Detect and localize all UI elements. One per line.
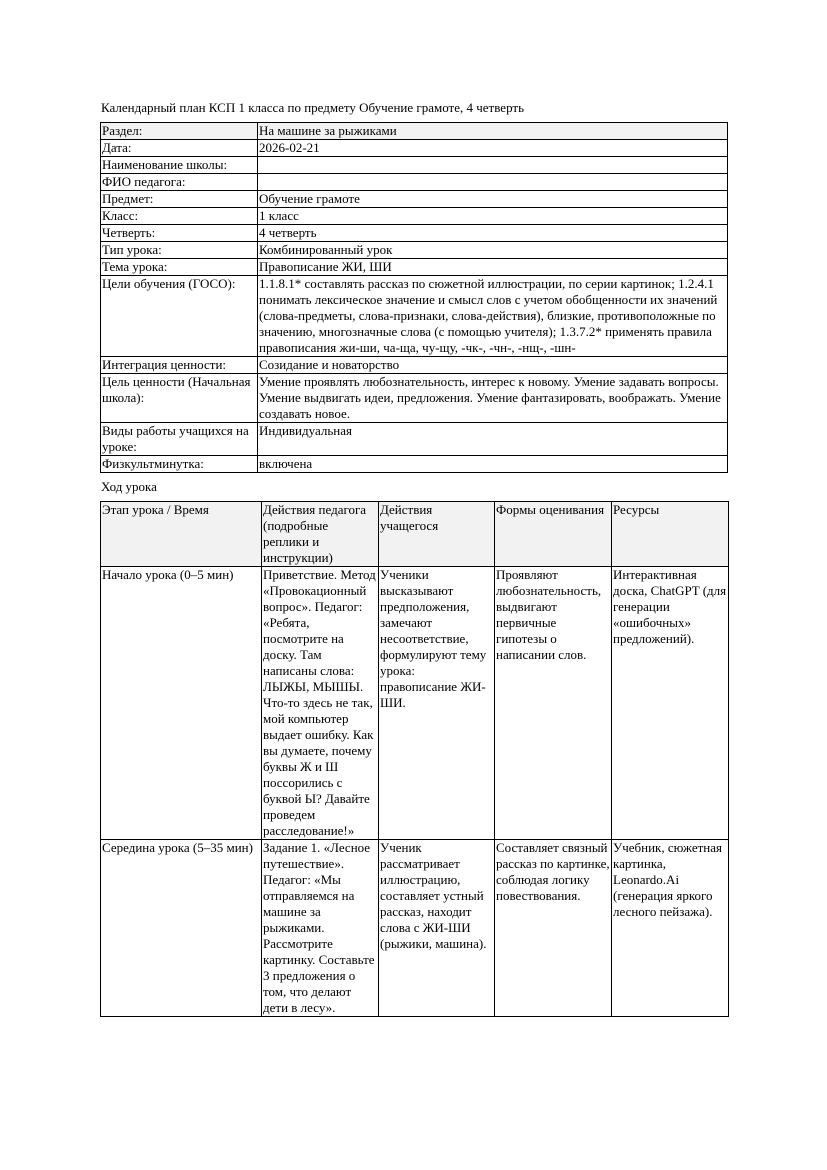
info-value <box>258 157 728 174</box>
table-cell: Проявляют любознательность, выдвигают первичные гипотезы о написании слов. <box>495 567 612 840</box>
table-cell: Начало урока (0–5 мин) <box>101 567 262 840</box>
info-row <box>101 157 728 174</box>
info-row <box>101 123 728 140</box>
info-row <box>101 225 728 242</box>
info-value: 2026-02-21 <box>258 140 728 157</box>
table-header-row <box>101 502 729 567</box>
info-value: 4 четверть <box>258 225 728 242</box>
info-label: Тип урока: <box>101 242 258 259</box>
lesson-flow-table <box>100 501 729 1017</box>
info-value: Правописание ЖИ, ШИ <box>258 259 728 276</box>
table-cell: Задание 1. «Лесное путешествие». Педагог: «Мы отправляемся на машине за рыжиками. Рассмотрите картинку. Составьте 3 предложения о том, что делают дети в лесу». <box>262 840 379 1017</box>
info-row <box>101 456 728 473</box>
info-row <box>101 174 728 191</box>
info-label: Цели обучения (ГОСО): <box>101 276 258 357</box>
info-value: включена <box>258 456 728 473</box>
table-cell: Составляет связный рассказ по картинке, соблюдая логику повествования. <box>495 840 612 1017</box>
info-value: 1.1.8.1* составлять рассказ по сюжетной иллюстрации, по серии картинок; 1.2.4.1 понимать лексическое значение и смысл слов с учетом обобщенности их значений (слова-предметы, слова-признаки, слова-действия), близкие, противоположные по значению, многозначные слова (с помощью учителя); 1.3.7.2* применять правила правописания жи-ши, ча-ща, чу-щу, -чк-, -чн-, -нщ-, -шн- <box>258 276 728 357</box>
info-row <box>101 259 728 276</box>
info-row <box>101 276 728 357</box>
table-cell: Середина урока (5–35 мин) <box>101 840 262 1017</box>
info-row <box>101 208 728 225</box>
info-value: 1 класс <box>258 208 728 225</box>
info-row <box>101 191 728 208</box>
column-header: Формы оценивания <box>495 502 612 567</box>
info-label: Интеграция ценности: <box>101 357 258 374</box>
table-cell: Ученики высказывают предположения, замечают несоответствие, формулируют тему урока: правописание ЖИ-ШИ. <box>379 567 495 840</box>
info-label: Класс: <box>101 208 258 225</box>
table-cell: Учебник, сюжетная картинка, Leonardo.Ai (генерация яркого лесного пейзажа). <box>612 840 729 1017</box>
table-row <box>101 567 729 840</box>
info-label: Физкультминутка: <box>101 456 258 473</box>
info-label: Четверть: <box>101 225 258 242</box>
table-cell: Интерактивная доска, ChatGPT (для генерации «ошибочных» предложений). <box>612 567 729 840</box>
info-row <box>101 374 728 423</box>
info-row <box>101 357 728 374</box>
page-title: Календарный план КСП 1 класса по предмету Обучение грамоте, 4 четверть <box>101 100 525 115</box>
column-header: Этап урока / Время <box>101 502 262 567</box>
column-header: Действия учащегося <box>379 502 495 567</box>
info-value: На машине за рыжиками <box>258 123 728 140</box>
info-value: Комбинированный урок <box>258 242 728 259</box>
info-value <box>258 174 728 191</box>
info-label: Дата: <box>101 140 258 157</box>
info-row <box>101 140 728 157</box>
info-label: Тема урока: <box>101 259 258 276</box>
info-label: Виды работы учащихся на уроке: <box>101 423 258 456</box>
info-value: Обучение грамоте <box>258 191 728 208</box>
info-row <box>101 242 728 259</box>
table-cell: Ученик рассматривает иллюстрацию, составляет устный рассказ, находит слова с ЖИ-ШИ (рыжики, машина). <box>379 840 495 1017</box>
info-value: Созидание и новаторство <box>258 357 728 374</box>
column-header: Ресурсы <box>612 502 729 567</box>
table-cell: Приветствие. Метод «Провокационный вопрос». Педагог: «Ребята, посмотрите на доску. Там написаны слова: ЛЫЖЫ, МЫШЫ. Что-то здесь не так, мой компьютер выдает ошибку. Как вы думаете, почему буквы Ж и Ш поссорились с буквой Ы? Давайте проведем расследование!» <box>262 567 379 840</box>
info-row <box>101 423 728 456</box>
info-label: ФИО педагога: <box>101 174 258 191</box>
info-label: Предмет: <box>101 191 258 208</box>
info-label: Наименование школы: <box>101 157 258 174</box>
info-label: Цель ценности (Начальная школа): <box>101 374 258 423</box>
info-label: Раздел: <box>101 123 258 140</box>
column-header: Действия педагога (подробные реплики и инструкции) <box>262 502 379 567</box>
table-row <box>101 840 729 1017</box>
info-value: Индивидуальная <box>258 423 728 456</box>
info-value: Умение проявлять любознательность, интерес к новому. Умение задавать вопросы. Умение выдвигать идеи, предложения. Умение фантазировать, воображать. Умение создавать новое. <box>258 374 728 423</box>
lesson-flow-heading: Ход урока <box>101 479 157 494</box>
lesson-info-table <box>100 122 728 473</box>
